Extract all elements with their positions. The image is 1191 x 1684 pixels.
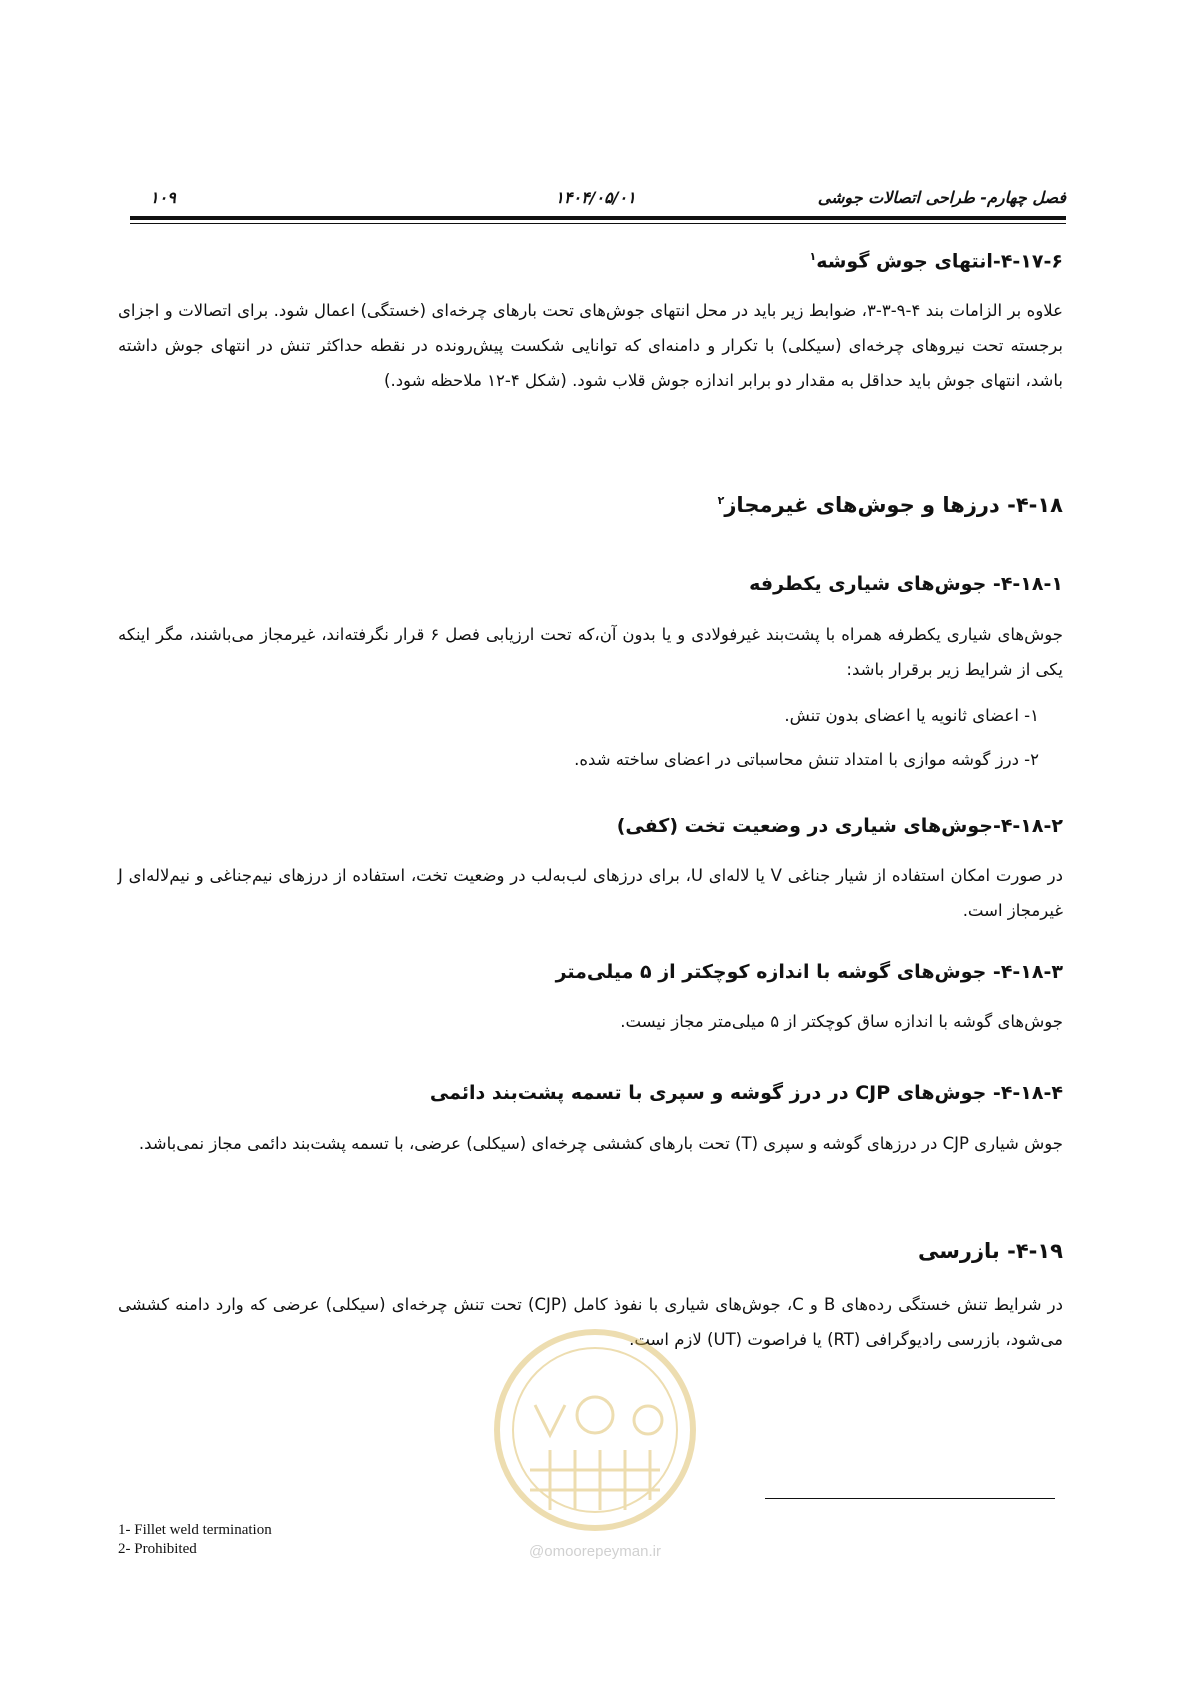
watermark-seal (490, 1325, 700, 1560)
page-number: ۱۰۹ (150, 188, 176, 207)
footnote-ref: ۱ (809, 250, 817, 263)
watermark-text: @omoorepeyman.ir (529, 1543, 661, 1560)
seal-icon (490, 1325, 700, 1535)
section-heading: ۴-۱۸- درزها و جوش‌های غیرمجاز$^۲$ (717, 493, 1063, 517)
subsection-heading: ۴-۱۸-۴- جوش‌های CJP در درز گوشه و سپری با تسمه پشت‌بند دائمی (429, 1082, 1063, 1104)
chapter-title: فصل چهارم- طراحی اتصالات جوشی (817, 188, 1066, 207)
paragraph: جوش شیاری CJP در درزهای گوشه و سپری (T) تحت بارهای کششی چرخه‌ای (سیکلی) عرضی، با تسمه پشت‌بند دائمی مجاز نمی‌باشد. (138, 1134, 1063, 1153)
footnote-rule (765, 1498, 1055, 1499)
paragraph: جوش‌های شیاری یکطرفه همراه با پشت‌بند غیرفولادی و یا بدون آن،که تحت ارزیابی فصل ۶ قرار نگرفته‌اند، غیرمجاز می‌باشند، مگر اینکه یکی از شرایط زیر برقرار باشد: (118, 625, 1063, 679)
subsection-heading: ۴-۱۸-۱- جوش‌های شیاری یکطرفه (749, 573, 1063, 595)
subsection-heading: ۴-۱۸-۲-جوش‌های شیاری در وضعیت تخت (کفی) (616, 815, 1063, 837)
header-rule-thin (130, 223, 1066, 224)
header-rule (130, 216, 1066, 220)
footnote: 1- Fillet weld termination (118, 1522, 272, 1538)
subsection-heading: ۴-۱۸-۳- جوش‌های گوشه با اندازه کوچکتر از ۵ میلی‌متر (555, 961, 1063, 983)
paragraph: در صورت امکان استفاده از شیار جناغی V یا لاله‌ای U، برای درزهای لب‌به‌لب در وضعیت تخت، استفاده از درزهای نیم‌جناغی و نیم‌لاله‌ای J غیرمجاز است. (118, 866, 1063, 920)
footnote-ref: ۲ (717, 494, 725, 507)
paragraph: علاوه بر الزامات بند ۴-۹-۳-۳، ضوابط زیر باید در محل انتهای جوش‌های تحت بارهای چرخه‌ای (خستگی) اعمال شود. برای اتصالات و اجزای برجسته تحت نیروهای چرخه‌ای (سیکلی) با تکرار و دامنه‌ای که توانایی شکست پیش‌رونده در نقطه حداکثر تنش در انتهای جوش داشته باشد، انتهای جوش باید حداقل به مقدار دو برابر اندازه جوش قلاب شود. (شکل ۴-۱۲ ملاحظه شود.) (118, 301, 1063, 390)
footnote: 2- Prohibited (118, 1541, 197, 1557)
section-heading: ۴-۱۷-۶-انتهای جوش گوشه$^۱$ (809, 250, 1063, 273)
section-heading: ۴-۱۹- بازرسی (917, 1239, 1063, 1263)
paragraph: جوش‌های گوشه با اندازه ساق کوچکتر از ۵ میلی‌متر مجاز نیست. (620, 1012, 1063, 1031)
header-date: ۱۴۰۴/۰۵/۰۱ (555, 188, 636, 207)
list-item: ۲- درز گوشه موازی با امتداد تنش محاسباتی در اعضای ساخته شده. (574, 750, 1039, 769)
list-item: ۱- اعضای ثانویه یا اعضای بدون تنش. (784, 706, 1039, 725)
paragraph: در شرایط تنش خستگی رده‌های B و C، جوش‌های شیاری با نفوذ کامل (CJP) تحت تنش چرخه‌ای (سیکلی) عرضی که وارد دامنه کششی می‌شود، بازرسی رادیوگرافی (RT) یا فراصوت (UT) لازم است. (118, 1295, 1063, 1349)
